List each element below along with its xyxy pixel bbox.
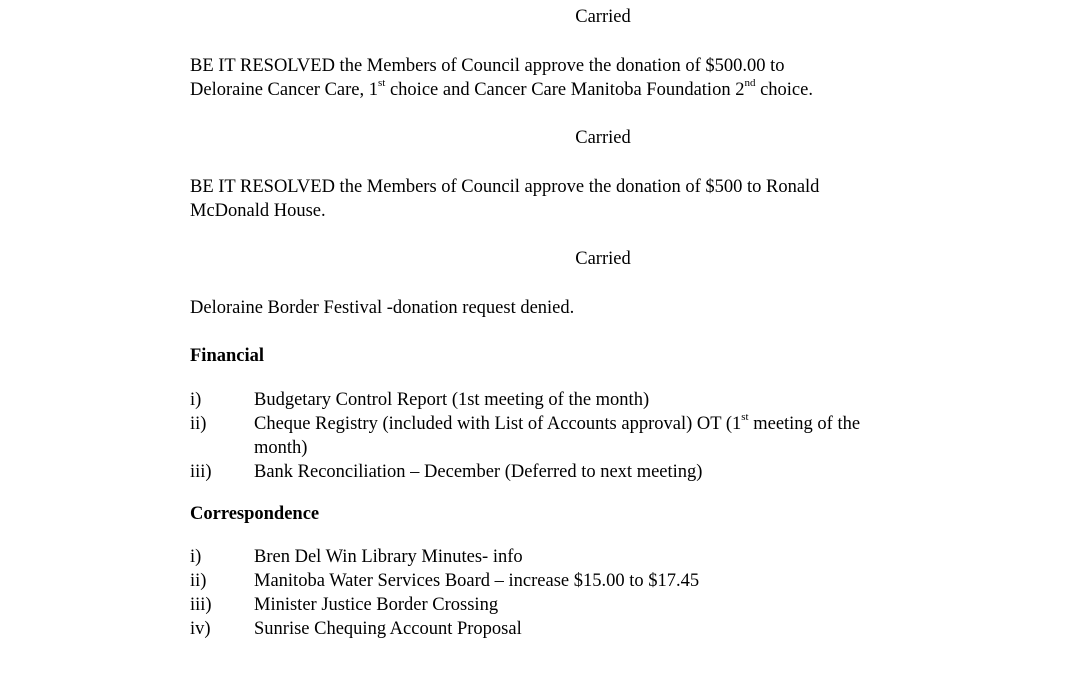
carried-status: Carried <box>575 7 631 27</box>
list-text: Manitoba Water Services Board – increase $15.00 to $17.45 <box>254 571 700 591</box>
list-number: iv) <box>190 619 211 639</box>
superscript: st <box>741 410 749 423</box>
text-fragment: Deloraine Cancer Care, 1 <box>190 80 378 100</box>
financial-heading: Financial <box>190 346 265 366</box>
correspondence-heading: Correspondence <box>190 504 320 524</box>
carried-status: Carried <box>575 249 631 269</box>
border-festival-note: Deloraine Border Festival -donation request denied. <box>190 298 575 318</box>
text-fragment: Cheque Registry (included with List of Accounts approval) OT (1 <box>254 414 742 434</box>
list-text: Bren Del Win Library Minutes- info <box>254 547 523 567</box>
list-number: iii) <box>190 462 212 482</box>
list-text: Sunrise Chequing Account Proposal <box>254 619 522 639</box>
resolution-cancer-care-line2 <box>190 78 813 102</box>
list-text: Budgetary Control Report (1st meeting of the month) <box>254 390 650 410</box>
list-text: month) <box>254 438 308 458</box>
text-fragment: choice. <box>755 80 813 100</box>
list-number: i) <box>190 547 202 567</box>
list-number: i) <box>190 390 202 410</box>
resolution-ronald-mcdonald-line2: McDonald House. <box>190 201 326 221</box>
list-text: Minister Justice Border Crossing <box>254 595 499 615</box>
carried-status: Carried <box>575 128 631 148</box>
list-text <box>254 412 974 436</box>
resolution-ronald-mcdonald-line1: BE IT RESOLVED the Members of Council approve the donation of $500 to Ronald <box>190 177 820 197</box>
superscript: st <box>378 76 386 89</box>
superscript: nd <box>744 76 756 89</box>
resolution-cancer-care-line1: BE IT RESOLVED the Members of Council approve the donation of $500.00 to <box>190 56 785 76</box>
list-number: ii) <box>190 571 207 591</box>
text-fragment: choice and Cancer Care Manitoba Foundation 2 <box>385 80 745 100</box>
list-text: Bank Reconciliation – December (Deferred to next meeting) <box>254 462 703 482</box>
text-fragment: meeting of the <box>748 414 861 434</box>
list-number: iii) <box>190 595 212 615</box>
list-number: ii) <box>190 414 207 434</box>
